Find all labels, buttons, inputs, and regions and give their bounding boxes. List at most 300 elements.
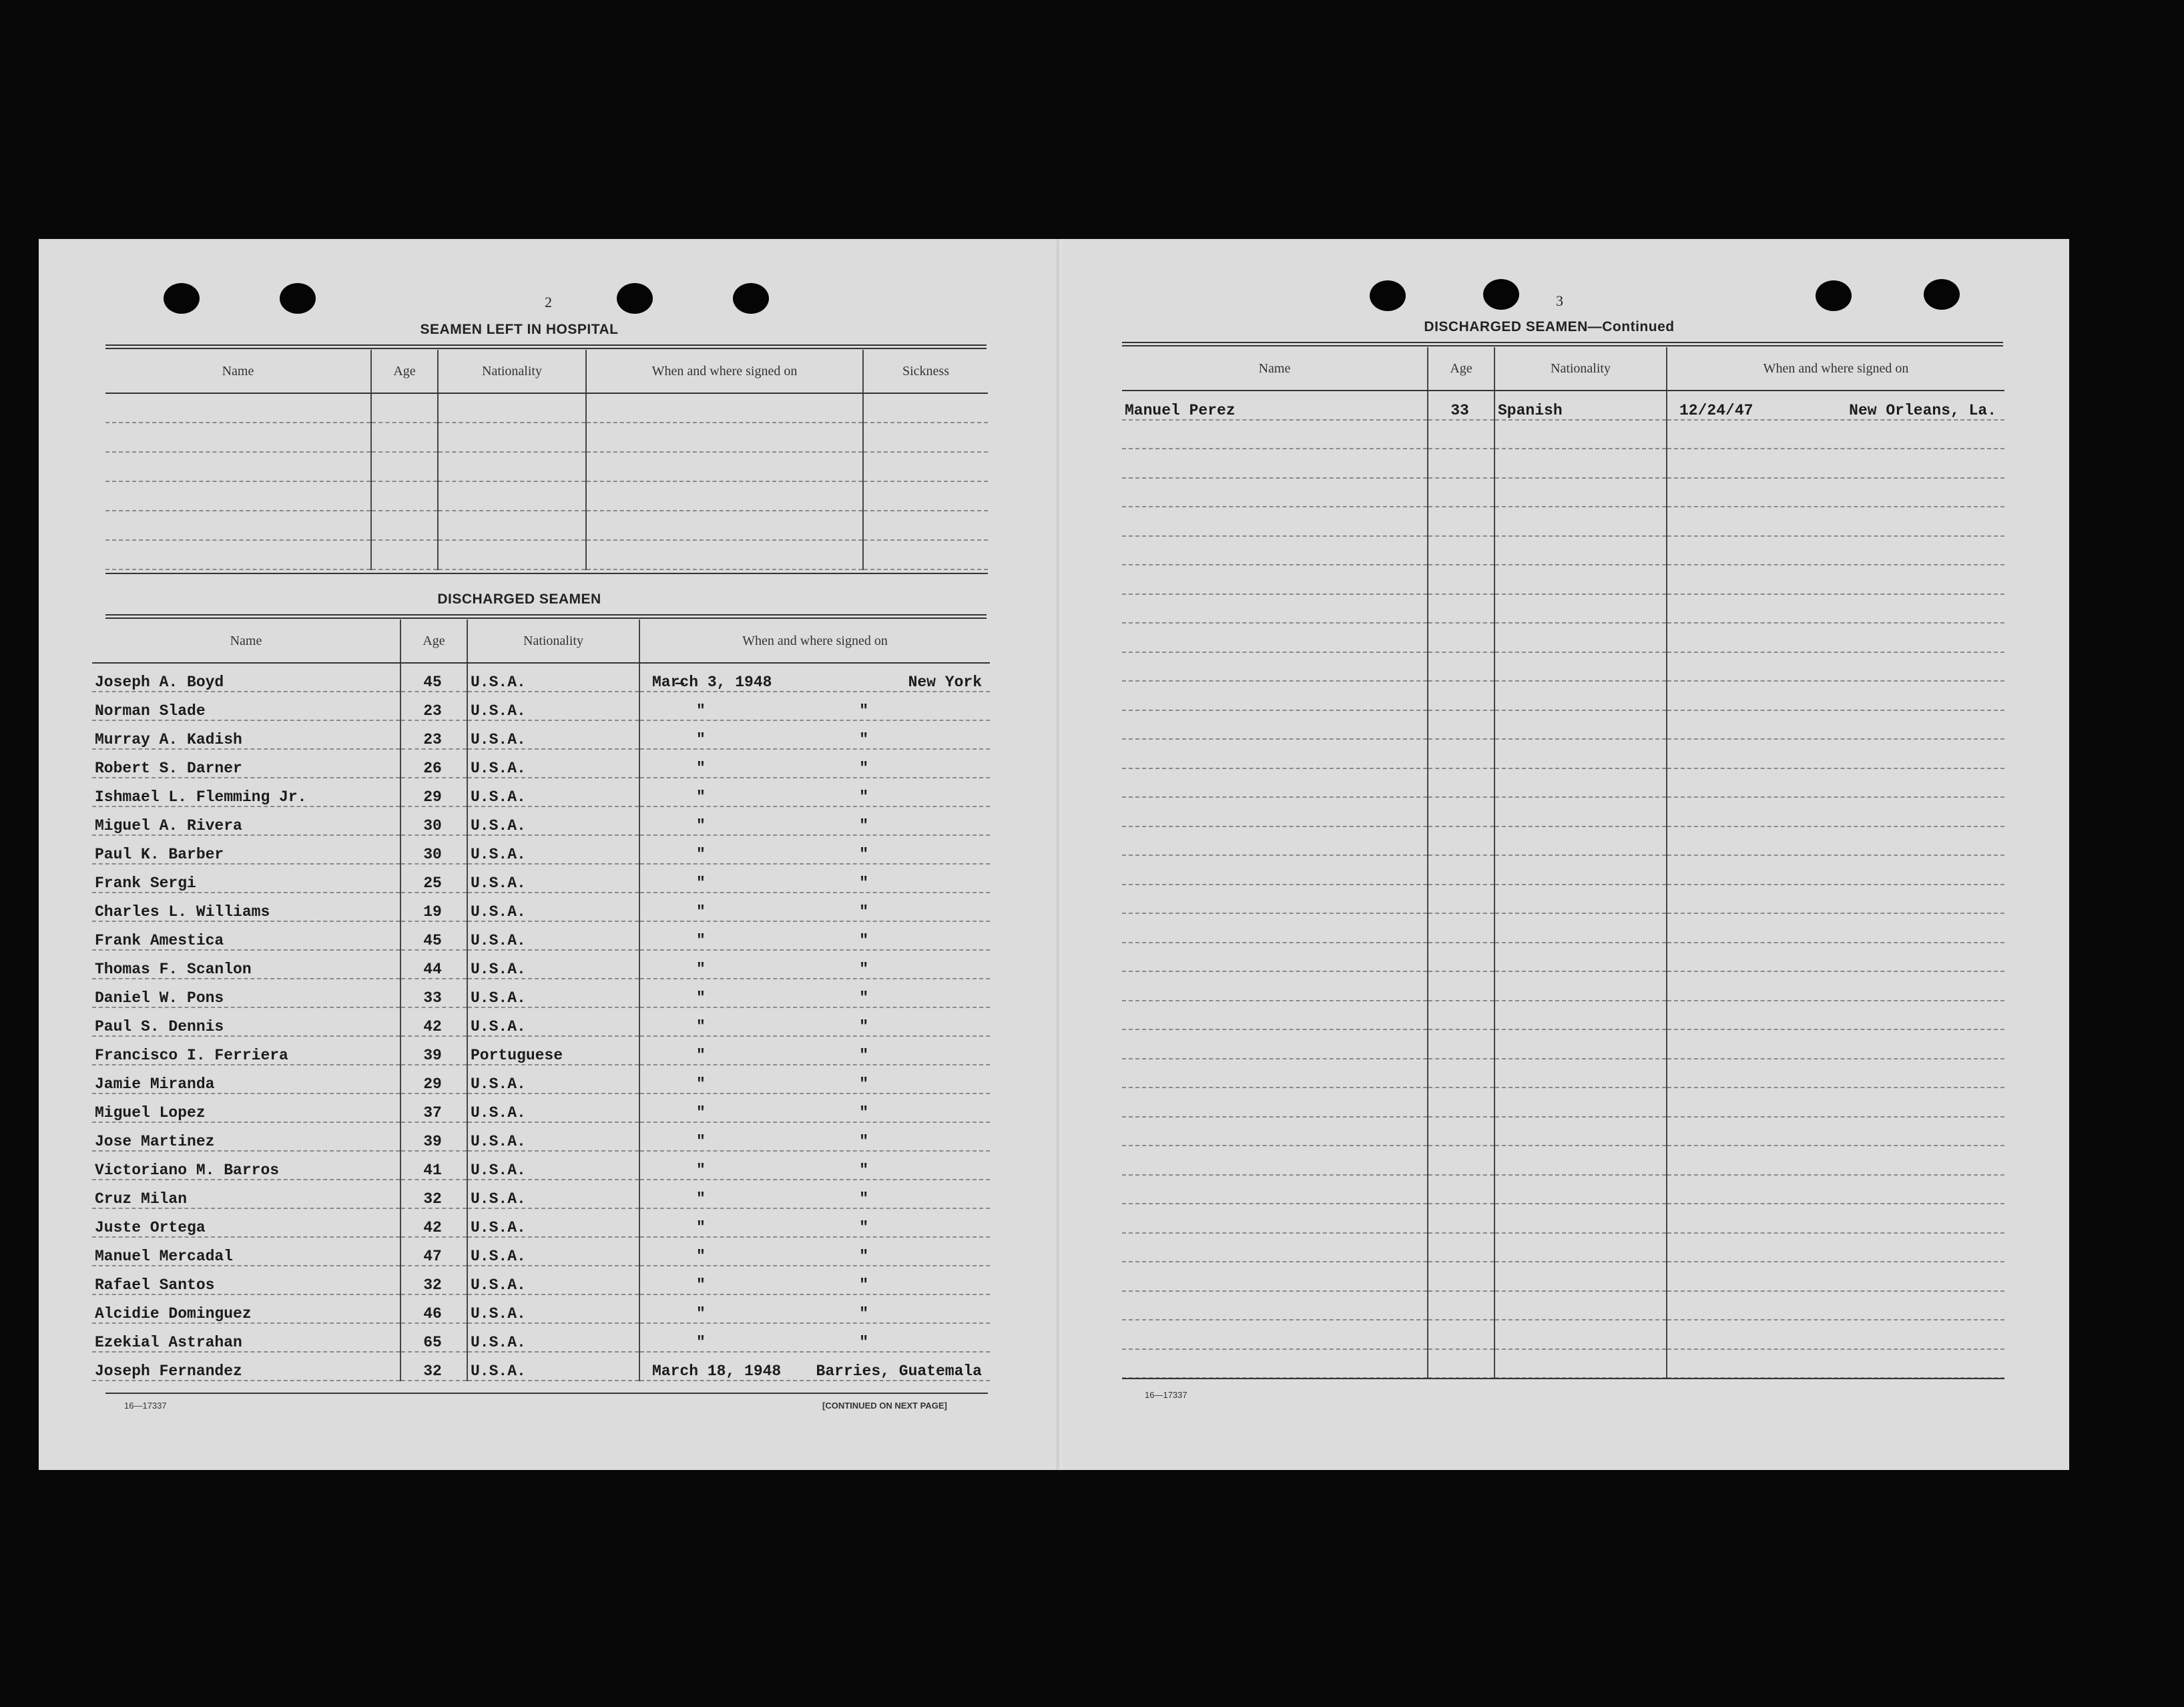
blank-row xyxy=(1122,1262,2004,1291)
blank-cell xyxy=(371,423,438,452)
blank-cell xyxy=(1667,1146,2004,1175)
blank-cell xyxy=(1667,1320,2004,1349)
blank-cell xyxy=(586,511,863,540)
blank-row xyxy=(1122,855,2004,885)
seaman-age: 37 xyxy=(400,1093,467,1122)
signed-on-cell xyxy=(639,893,990,921)
blank-cell xyxy=(863,540,988,569)
blank-cell xyxy=(1428,768,1494,798)
seaman-age: 25 xyxy=(400,864,467,893)
signed-on-cell xyxy=(639,864,990,893)
blank-cell xyxy=(1667,478,2004,507)
signed-on xyxy=(643,846,985,863)
seaman-name: Manuel Perez xyxy=(1122,391,1428,420)
blank-cell xyxy=(1667,449,2004,478)
blank-cell xyxy=(438,452,586,481)
blank-cell xyxy=(586,540,863,569)
seaman-name: Paul S. Dennis xyxy=(92,1007,400,1036)
signed-on xyxy=(643,989,985,1007)
column-header: Age xyxy=(400,620,467,663)
signed-on-date: Mar̶ch 3, 1948 xyxy=(652,674,772,691)
signed-on xyxy=(643,903,985,921)
signed-on-place: New York xyxy=(908,674,982,691)
seaman-age: 30 xyxy=(400,835,467,864)
blank-cell xyxy=(1667,885,2004,914)
blank-cell xyxy=(1667,1204,2004,1233)
blank-cell xyxy=(1122,1233,1428,1262)
seaman-name: Frank Sergi xyxy=(92,864,400,893)
seaman-nationality: U.S.A. xyxy=(467,835,639,864)
signed-on-place: " xyxy=(859,1190,868,1208)
signed-on xyxy=(643,1104,985,1122)
blank-cell xyxy=(1494,943,1667,972)
signed-on xyxy=(643,731,985,748)
blank-cell xyxy=(1494,1175,1667,1204)
seaman-age: 47 xyxy=(400,1237,467,1266)
seaman-nationality: U.S.A. xyxy=(467,1065,639,1093)
signed-on xyxy=(643,1305,985,1322)
seaman-name: Francisco I. Ferriera xyxy=(92,1036,400,1065)
signed-on xyxy=(643,674,985,691)
blank-cell xyxy=(1494,536,1667,565)
blank-cell xyxy=(1122,1320,1428,1349)
blank-cell xyxy=(371,481,438,511)
signed-on-cell xyxy=(639,1323,990,1352)
blank-cell xyxy=(1667,594,2004,624)
discharged-table-bottom-rule xyxy=(105,1393,988,1394)
table-row xyxy=(92,1151,990,1180)
table-row xyxy=(92,979,990,1007)
table-row xyxy=(92,835,990,864)
blank-row xyxy=(1122,594,2004,624)
blank-cell xyxy=(1667,1349,2004,1379)
blank-cell xyxy=(1122,623,1428,652)
table-row xyxy=(92,1093,990,1122)
blank-cell xyxy=(1122,1291,1428,1320)
blank-cell xyxy=(1428,1262,1494,1291)
table-row xyxy=(92,864,990,893)
blank-cell xyxy=(1667,710,2004,740)
signed-on xyxy=(643,1047,985,1064)
signed-on-place: " xyxy=(859,932,868,949)
blank-cell xyxy=(1428,1117,1494,1146)
signed-on xyxy=(643,1363,985,1380)
blank-cell xyxy=(1428,1001,1494,1030)
blank-row xyxy=(1122,739,2004,768)
blank-cell xyxy=(1494,623,1667,652)
blank-cell xyxy=(1428,943,1494,972)
signed-on-place: " xyxy=(859,989,868,1007)
blank-cell xyxy=(1122,1146,1428,1175)
blank-cell xyxy=(1122,681,1428,710)
seaman-age: 29 xyxy=(400,778,467,806)
signed-on-place: Barries, Guatemala xyxy=(816,1363,982,1380)
blank-cell xyxy=(1494,507,1667,536)
signed-on-date: 12/24/47 xyxy=(1679,401,1753,419)
signed-on-date: " xyxy=(696,1075,706,1093)
blank-cell xyxy=(1428,1146,1494,1175)
blank-cell xyxy=(586,423,863,452)
signed-on-cell xyxy=(639,921,990,950)
signed-on xyxy=(643,817,985,834)
seaman-name: Manuel Mercadal xyxy=(92,1237,400,1266)
seaman-age: 33 xyxy=(1428,391,1494,420)
blank-cell xyxy=(1667,1117,2004,1146)
blank-cell xyxy=(1494,768,1667,798)
signed-on xyxy=(643,702,985,720)
blank-row xyxy=(1122,1233,2004,1262)
signed-on xyxy=(643,1248,985,1265)
seaman-nationality: U.S.A. xyxy=(467,1294,639,1323)
signed-on xyxy=(1670,402,1999,419)
blank-cell xyxy=(1494,565,1667,594)
seaman-name: Murray A. Kadish xyxy=(92,720,400,749)
blank-cell xyxy=(1667,420,2004,449)
blank-cell xyxy=(1667,565,2004,594)
blank-row xyxy=(1122,1204,2004,1233)
column-header: Nationality xyxy=(467,620,639,663)
blank-cell xyxy=(1667,913,2004,943)
signed-on-date: " xyxy=(696,1047,706,1064)
blank-row xyxy=(105,452,988,481)
blank-cell xyxy=(1667,971,2004,1001)
column-header: Nationality xyxy=(1494,347,1667,391)
blank-cell xyxy=(1122,797,1428,826)
signed-on-place: " xyxy=(859,1104,868,1122)
blank-cell xyxy=(1122,1349,1428,1379)
blank-cell xyxy=(1667,826,2004,856)
seaman-age: 45 xyxy=(400,663,467,692)
signed-on-cell xyxy=(639,1294,990,1323)
column-header: Nationality xyxy=(438,350,586,393)
table-row xyxy=(92,806,990,835)
form-number: 16—17337 xyxy=(1145,1390,1187,1400)
table-row xyxy=(92,1036,990,1065)
seaman-age: 33 xyxy=(400,979,467,1007)
blank-cell xyxy=(1428,1029,1494,1059)
signed-on-place: " xyxy=(859,1248,868,1265)
seaman-nationality: U.S.A. xyxy=(467,1208,639,1237)
blank-cell xyxy=(1494,449,1667,478)
seaman-name: Joseph Fernandez xyxy=(92,1352,400,1381)
signed-on-date: " xyxy=(696,875,706,892)
table-row xyxy=(92,1007,990,1036)
blank-cell xyxy=(1122,1029,1428,1059)
signed-on-cell xyxy=(639,1093,990,1122)
blank-cell xyxy=(1122,420,1428,449)
double-rule xyxy=(105,344,987,349)
signed-on-cell xyxy=(639,1007,990,1036)
blank-row xyxy=(1122,710,2004,740)
signed-on-date: " xyxy=(696,903,706,921)
blank-row xyxy=(1122,420,2004,449)
blank-cell xyxy=(371,511,438,540)
signed-on-date: " xyxy=(696,1133,706,1150)
signed-on-cell xyxy=(639,950,990,979)
blank-cell xyxy=(1122,1087,1428,1117)
seaman-name: Jose Martinez xyxy=(92,1122,400,1151)
blank-cell xyxy=(1428,623,1494,652)
blank-cell xyxy=(1494,1029,1667,1059)
seaman-age: 19 xyxy=(400,893,467,921)
table-row xyxy=(92,749,990,778)
blank-cell xyxy=(1428,652,1494,682)
blank-cell xyxy=(1494,971,1667,1001)
blank-cell xyxy=(1122,594,1428,624)
signed-on-date: " xyxy=(696,932,706,949)
signed-on-date: " xyxy=(696,1018,706,1035)
seaman-name: Paul K. Barber xyxy=(92,835,400,864)
seaman-nationality: U.S.A. xyxy=(467,720,639,749)
blank-cell xyxy=(438,511,586,540)
blank-row xyxy=(1122,652,2004,682)
blank-cell xyxy=(1494,710,1667,740)
signed-on-date: " xyxy=(696,1334,706,1351)
signed-on-cell xyxy=(639,1036,990,1065)
seaman-name: Alcidie Dominguez xyxy=(92,1294,400,1323)
seaman-age: 44 xyxy=(400,950,467,979)
form-number: 16—17337 xyxy=(124,1401,167,1411)
seaman-age: 39 xyxy=(400,1122,467,1151)
signed-on xyxy=(643,788,985,806)
table-row xyxy=(92,692,990,720)
left-page xyxy=(39,239,1057,1470)
blank-cell xyxy=(1494,594,1667,624)
blank-row xyxy=(1122,885,2004,914)
blank-cell xyxy=(1494,739,1667,768)
signed-on-place: " xyxy=(859,1305,868,1322)
seaman-age: 46 xyxy=(400,1294,467,1323)
seaman-age: 32 xyxy=(400,1180,467,1208)
signed-on-date: " xyxy=(696,1276,706,1294)
blank-cell xyxy=(1667,536,2004,565)
blank-cell xyxy=(1122,1262,1428,1291)
discharged-continued-table xyxy=(1122,347,2004,1379)
blank-cell xyxy=(1494,1262,1667,1291)
signed-on-date: " xyxy=(696,702,706,720)
table-row xyxy=(1122,391,2004,420)
column-header: Name xyxy=(1122,347,1428,391)
signed-on-place: " xyxy=(859,731,868,748)
seaman-nationality: U.S.A. xyxy=(467,1180,639,1208)
seaman-name: Daniel W. Pons xyxy=(92,979,400,1007)
blank-cell xyxy=(1667,652,2004,682)
column-header: When and where signed on xyxy=(639,620,990,663)
page-number: 3 xyxy=(1556,292,1563,309)
blank-cell xyxy=(863,511,988,540)
column-header: Sickness xyxy=(863,350,988,393)
table-row xyxy=(92,663,990,692)
blank-row xyxy=(1122,1117,2004,1146)
blank-row xyxy=(1122,478,2004,507)
blank-cell xyxy=(1494,1001,1667,1030)
blank-cell xyxy=(1428,710,1494,740)
blank-cell xyxy=(438,393,586,423)
blank-cell xyxy=(586,481,863,511)
seaman-nationality: U.S.A. xyxy=(467,893,639,921)
blank-row xyxy=(1122,826,2004,856)
seaman-nationality: U.S.A. xyxy=(467,1093,639,1122)
blank-cell xyxy=(1494,1146,1667,1175)
blank-row xyxy=(1122,681,2004,710)
blank-cell xyxy=(1122,885,1428,914)
blank-row xyxy=(1122,565,2004,594)
signed-on-date: March 18, 1948 xyxy=(652,1363,782,1380)
blank-cell xyxy=(1428,565,1494,594)
column-header: Age xyxy=(371,350,438,393)
signed-on-cell xyxy=(639,692,990,720)
blank-row xyxy=(1122,623,2004,652)
seaman-nationality: U.S.A. xyxy=(467,921,639,950)
seaman-age: 23 xyxy=(400,720,467,749)
blank-cell xyxy=(1428,420,1494,449)
column-header: Name xyxy=(105,350,371,393)
blank-cell xyxy=(1494,652,1667,682)
blank-cell xyxy=(1667,1029,2004,1059)
signed-on xyxy=(643,1162,985,1179)
blank-row xyxy=(1122,797,2004,826)
double-rule xyxy=(105,614,987,619)
blank-cell xyxy=(1428,1320,1494,1349)
blank-row xyxy=(1122,1087,2004,1117)
discharged-table xyxy=(92,620,990,1381)
table-row xyxy=(92,720,990,749)
table-row xyxy=(92,950,990,979)
blank-row xyxy=(105,423,988,452)
seaman-name: Miguel Lopez xyxy=(92,1093,400,1122)
signed-on-place: " xyxy=(859,961,868,978)
blank-cell xyxy=(1122,565,1428,594)
blank-cell xyxy=(1428,1291,1494,1320)
blank-cell xyxy=(1494,1087,1667,1117)
seaman-nationality: U.S.A. xyxy=(467,1122,639,1151)
column-header: When and where signed on xyxy=(586,350,863,393)
blank-cell xyxy=(1122,855,1428,885)
seaman-name: Rafael Santos xyxy=(92,1266,400,1294)
page-number: 2 xyxy=(545,294,552,310)
blank-cell xyxy=(1122,943,1428,972)
column-header: Name xyxy=(92,620,400,663)
blank-cell xyxy=(1428,1087,1494,1117)
seaman-age: 39 xyxy=(400,1036,467,1065)
seaman-nationality: U.S.A. xyxy=(467,692,639,720)
blank-cell xyxy=(371,393,438,423)
blank-cell xyxy=(863,452,988,481)
hospital-table-bottom-rule xyxy=(105,573,988,574)
blank-cell xyxy=(1667,943,2004,972)
seaman-name: Frank Amestica xyxy=(92,921,400,950)
signed-on-cell xyxy=(639,663,990,692)
blank-cell xyxy=(1428,885,1494,914)
seaman-nationality: U.S.A. xyxy=(467,806,639,835)
seaman-nationality: U.S.A. xyxy=(467,1237,639,1266)
blank-cell xyxy=(1428,855,1494,885)
blank-cell xyxy=(438,481,586,511)
blank-cell xyxy=(1494,1233,1667,1262)
seaman-name: Miguel A. Rivera xyxy=(92,806,400,835)
signed-on-date: " xyxy=(696,1219,706,1236)
seaman-name: Ishmael L. Flemming Jr. xyxy=(92,778,400,806)
table-header-row xyxy=(105,350,988,393)
blank-row xyxy=(105,393,988,423)
seaman-age: 32 xyxy=(400,1352,467,1381)
signed-on-place: " xyxy=(859,702,868,720)
blank-row xyxy=(105,511,988,540)
signed-on-place: " xyxy=(859,875,868,892)
blank-cell xyxy=(1122,1059,1428,1088)
seaman-name: Norman Slade xyxy=(92,692,400,720)
seaman-age: 41 xyxy=(400,1151,467,1180)
seaman-nationality: U.S.A. xyxy=(467,1323,639,1352)
signed-on-date: " xyxy=(696,731,706,748)
blank-row xyxy=(1122,1320,2004,1349)
seaman-age: 29 xyxy=(400,1065,467,1093)
table-row xyxy=(92,778,990,806)
signed-on xyxy=(643,1276,985,1294)
blank-cell xyxy=(1122,652,1428,682)
blank-row xyxy=(105,540,988,569)
signed-on xyxy=(643,1133,985,1150)
seaman-name: Juste Ortega xyxy=(92,1208,400,1237)
table-row xyxy=(92,1266,990,1294)
signed-on xyxy=(643,932,985,949)
signed-on-place: " xyxy=(859,1075,868,1093)
signed-on xyxy=(643,1190,985,1208)
blank-row xyxy=(1122,1349,2004,1379)
seaman-name: Charles L. Williams xyxy=(92,893,400,921)
seaman-age: 42 xyxy=(400,1208,467,1237)
blank-cell xyxy=(1494,681,1667,710)
blank-cell xyxy=(371,540,438,569)
blank-cell xyxy=(1428,1175,1494,1204)
seaman-nationality: U.S.A. xyxy=(467,1352,639,1381)
blank-cell xyxy=(1122,971,1428,1001)
seaman-nationality: U.S.A. xyxy=(467,864,639,893)
signed-on-place: " xyxy=(859,788,868,806)
blank-cell xyxy=(1428,594,1494,624)
blank-cell xyxy=(1667,507,2004,536)
signed-on-place: " xyxy=(859,1276,868,1294)
signed-on-date: " xyxy=(696,961,706,978)
blank-cell xyxy=(1122,1001,1428,1030)
blank-cell xyxy=(1494,1059,1667,1088)
blank-cell xyxy=(1428,536,1494,565)
blank-row xyxy=(1122,536,2004,565)
seaman-nationality: U.S.A. xyxy=(467,749,639,778)
table-row xyxy=(92,1122,990,1151)
blank-cell xyxy=(1428,913,1494,943)
blank-cell xyxy=(105,481,371,511)
blank-cell xyxy=(586,452,863,481)
blank-cell xyxy=(1122,710,1428,740)
signed-on-place: " xyxy=(859,1047,868,1064)
continued-note: [CONTINUED ON NEXT PAGE] xyxy=(822,1401,947,1411)
signed-on-date: " xyxy=(696,1190,706,1208)
seaman-nationality: U.S.A. xyxy=(467,979,639,1007)
blank-cell xyxy=(1667,739,2004,768)
table-row xyxy=(92,1237,990,1266)
blank-cell xyxy=(1667,797,2004,826)
blank-cell xyxy=(105,393,371,423)
seaman-age: 65 xyxy=(400,1323,467,1352)
blank-cell xyxy=(1667,1175,2004,1204)
blank-row xyxy=(1122,1029,2004,1059)
signed-on-place: " xyxy=(859,1162,868,1179)
blank-cell xyxy=(1667,681,2004,710)
signed-on xyxy=(643,1018,985,1035)
signed-on-cell xyxy=(639,1122,990,1151)
blank-cell xyxy=(586,393,863,423)
